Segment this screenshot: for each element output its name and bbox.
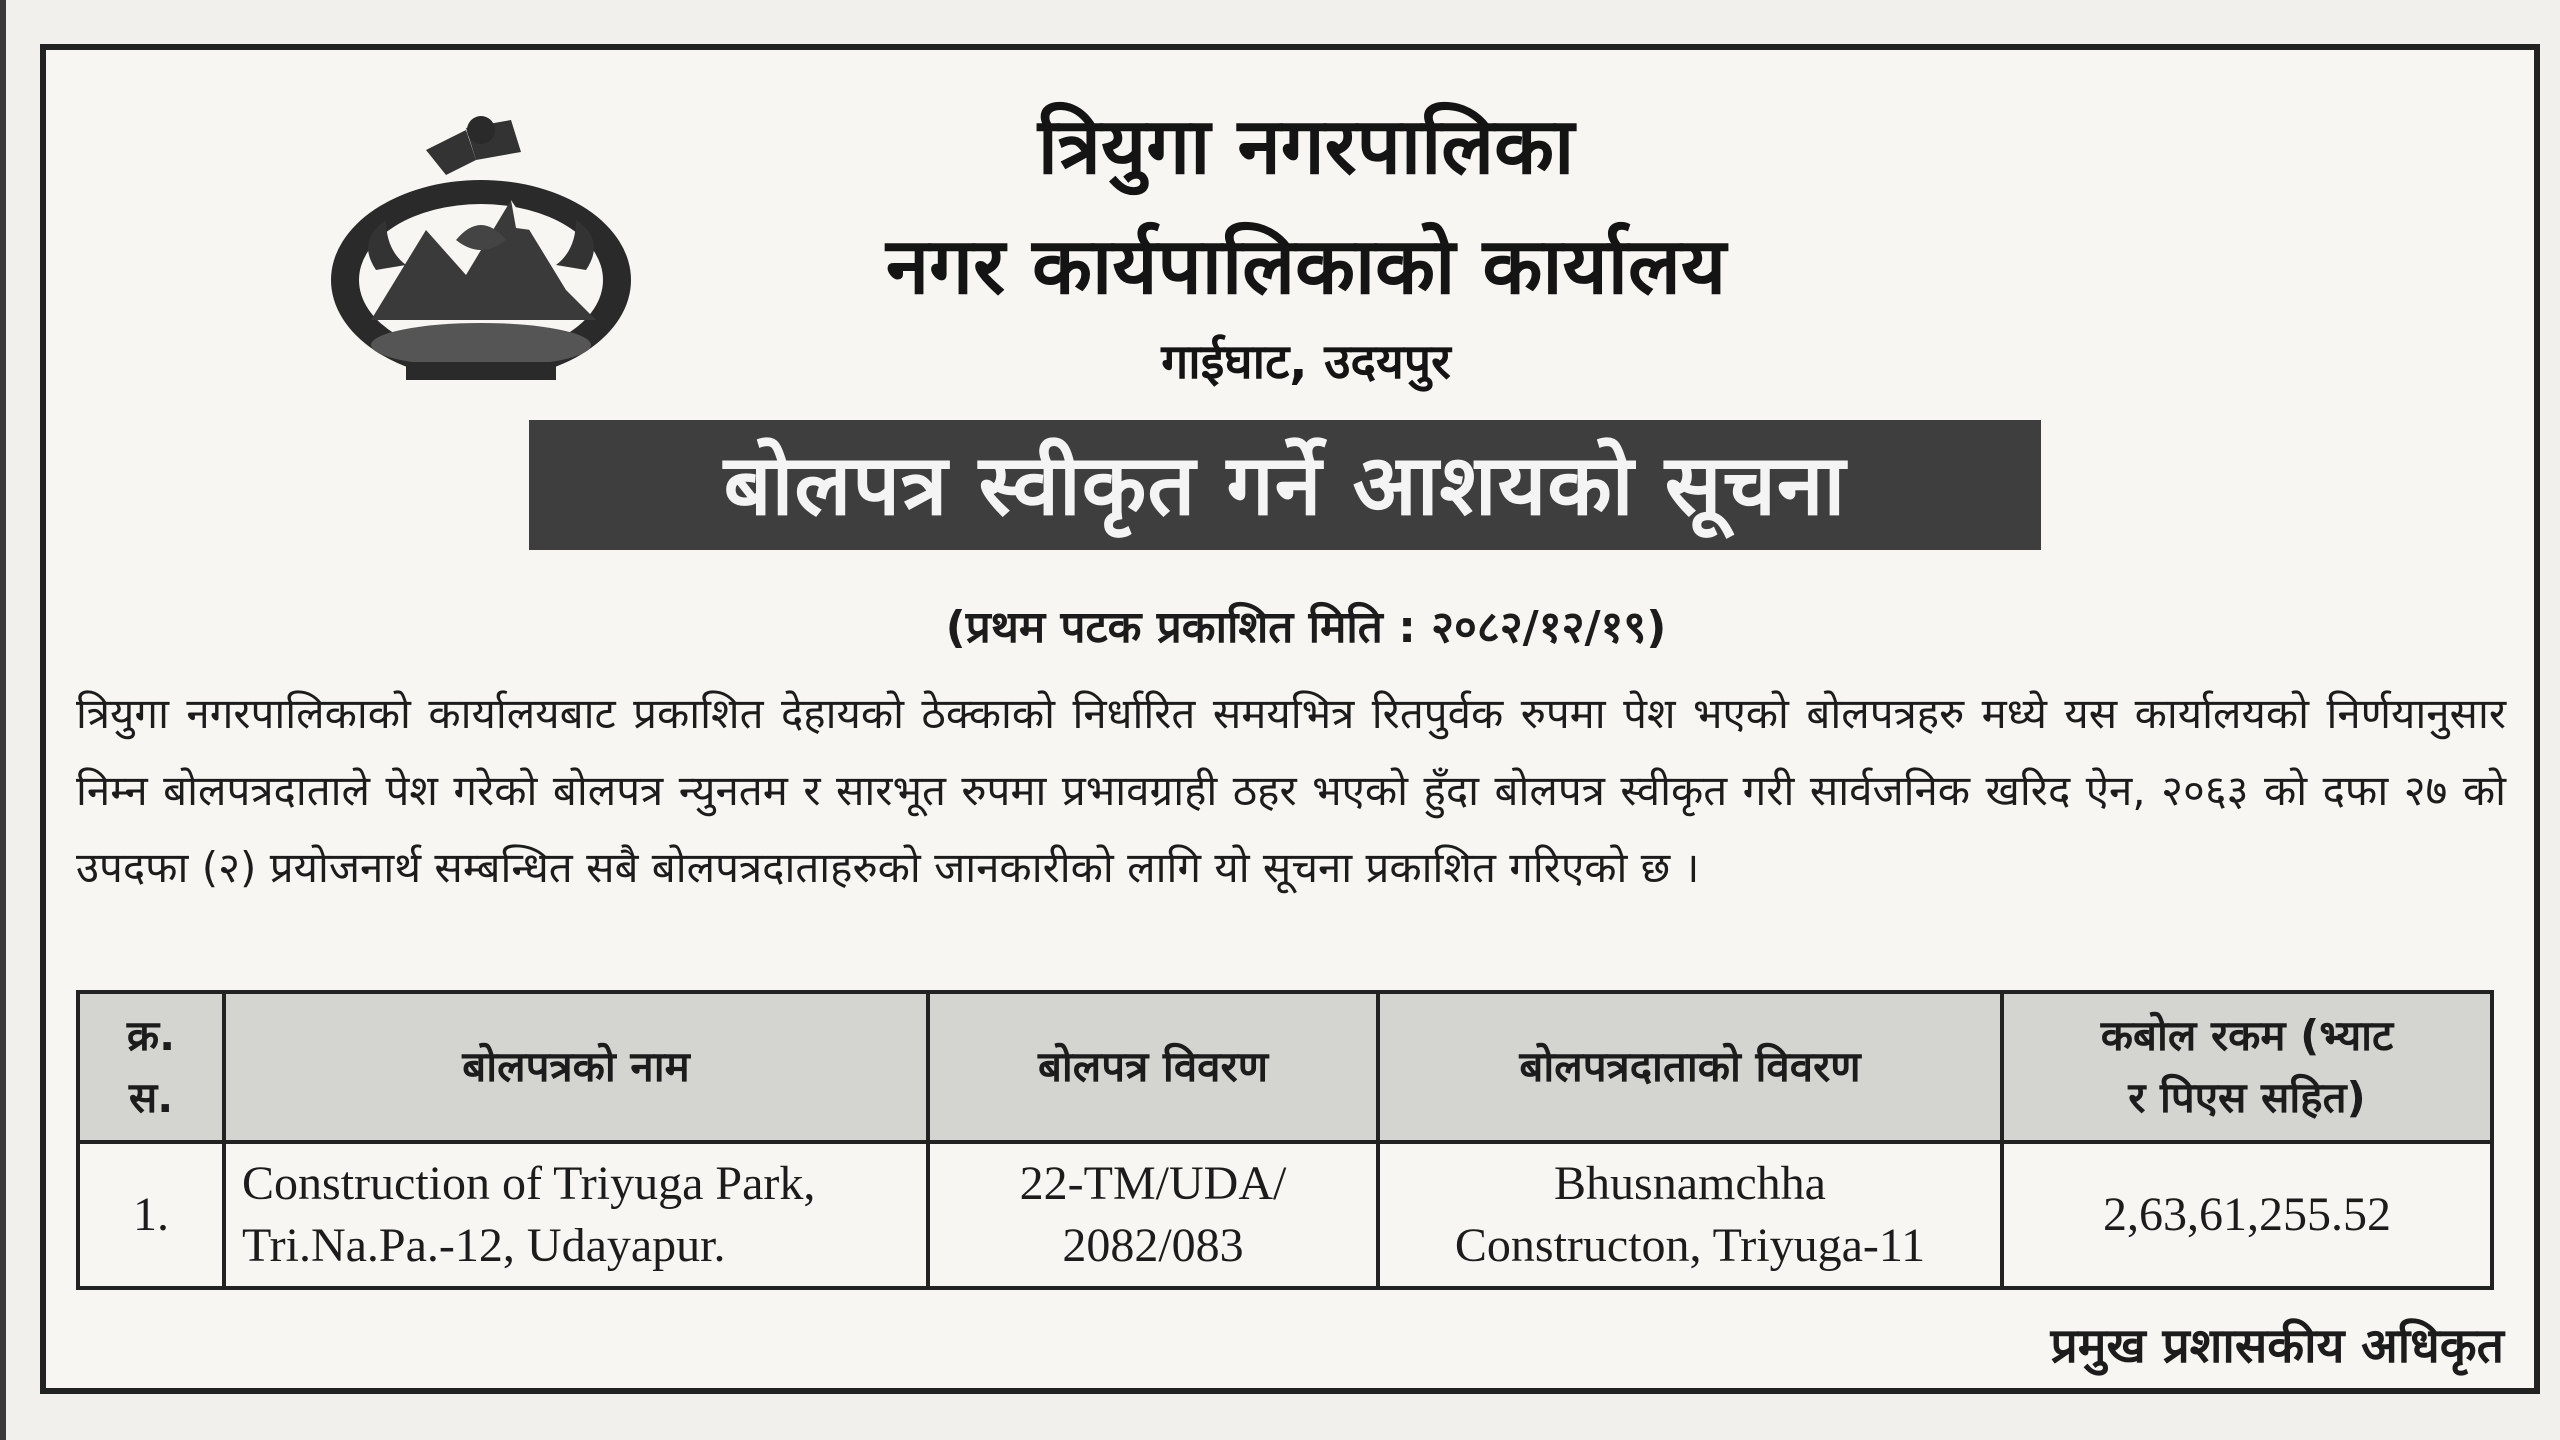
table-header-row <box>78 992 2492 1142</box>
bid-table <box>76 990 2494 1290</box>
publish-date: (प्रथम पटक प्रकाशित मिति : २०८२/१२/१९) <box>945 602 1667 653</box>
cell-bidder-line1: Bhusnamchha <box>1554 1157 1826 1210</box>
nepal-emblem-icon <box>316 90 646 420</box>
cell-bid-name-line1: Construction of Triyuga Park, <box>242 1157 816 1210</box>
cell-amount: 2,63,61,255.52 <box>2002 1142 2492 1288</box>
cell-bid-details-line1: 22-TM/UDA/ <box>1019 1157 1287 1210</box>
cell-bid-details-line2: 2082/083 <box>1062 1219 1244 1272</box>
page-edge-rule <box>0 0 6 1440</box>
header-serial-line2: स. <box>128 1073 174 1122</box>
header-amount-line1: कबोल रकम (भ्याट <box>2100 1011 2394 1060</box>
municipality-name: त्रियुगा नगरपालिका <box>1037 102 1575 192</box>
office-address: गाईघाट, उदयपुर <box>1161 334 1451 390</box>
header-amount <box>2002 992 2492 1142</box>
signatory-title: प्रमुख प्रशासकीय अधिकृत <box>2050 1318 2504 1374</box>
header-serial-line1: क्र. <box>126 1011 176 1060</box>
cell-bid-name <box>224 1142 928 1288</box>
cell-bid-details <box>928 1142 1378 1288</box>
header-serial <box>78 992 224 1142</box>
cell-bid-name-line2: Tri.Na.Pa.-12, Udayapur. <box>242 1219 726 1272</box>
header-bidder-details: बोलपत्रदाताको विवरण <box>1378 992 2002 1142</box>
notice-paragraph: त्रियुगा नगरपालिकाको कार्यालयबाट प्रकाशित देहायको ठेक्काको निर्धारित समयभित्र रितपुर्वक रुपमा पेश भएको बोलपत्रहरु मध्ये यस कार्यालयको निर्णयानुसार निम्न बोलपत्रदाताले पेश गरेको बोलपत्र न्युनतम र सारभूत रुपमा प्रभावग्राही ठहर भएको हुँदा बोलपत्र स्वीकृत गरी सार्वजनिक खरिद ऐन, २०६३ को दफा २७ को उपदफा (२) प्रयोजनार्थ सम्बन्धित सबै बोलपत्रदाताहरुको जानकारीको लागि यो सूचना प्रकाशित गरिएको छ । <box>76 689 2506 892</box>
office-name: नगर कार्यपालिकाको कार्यालय <box>885 222 1727 312</box>
notice-frame <box>40 44 2540 1394</box>
header-bid-details: बोलपत्र विवरण <box>928 992 1378 1142</box>
cell-serial: 1. <box>78 1142 224 1288</box>
header-bid-name: बोलपत्रको नाम <box>224 992 928 1142</box>
table-row <box>78 1142 2492 1288</box>
header-amount-line2: र पिएस सहित) <box>2128 1073 2366 1122</box>
notice-title-banner: बोलपत्र स्वीकृत गर्ने आशयको सूचना <box>529 420 2041 550</box>
cell-bidder-details <box>1378 1142 2002 1288</box>
cell-bidder-line2: Constructon, Triyuga-11 <box>1454 1219 1926 1272</box>
